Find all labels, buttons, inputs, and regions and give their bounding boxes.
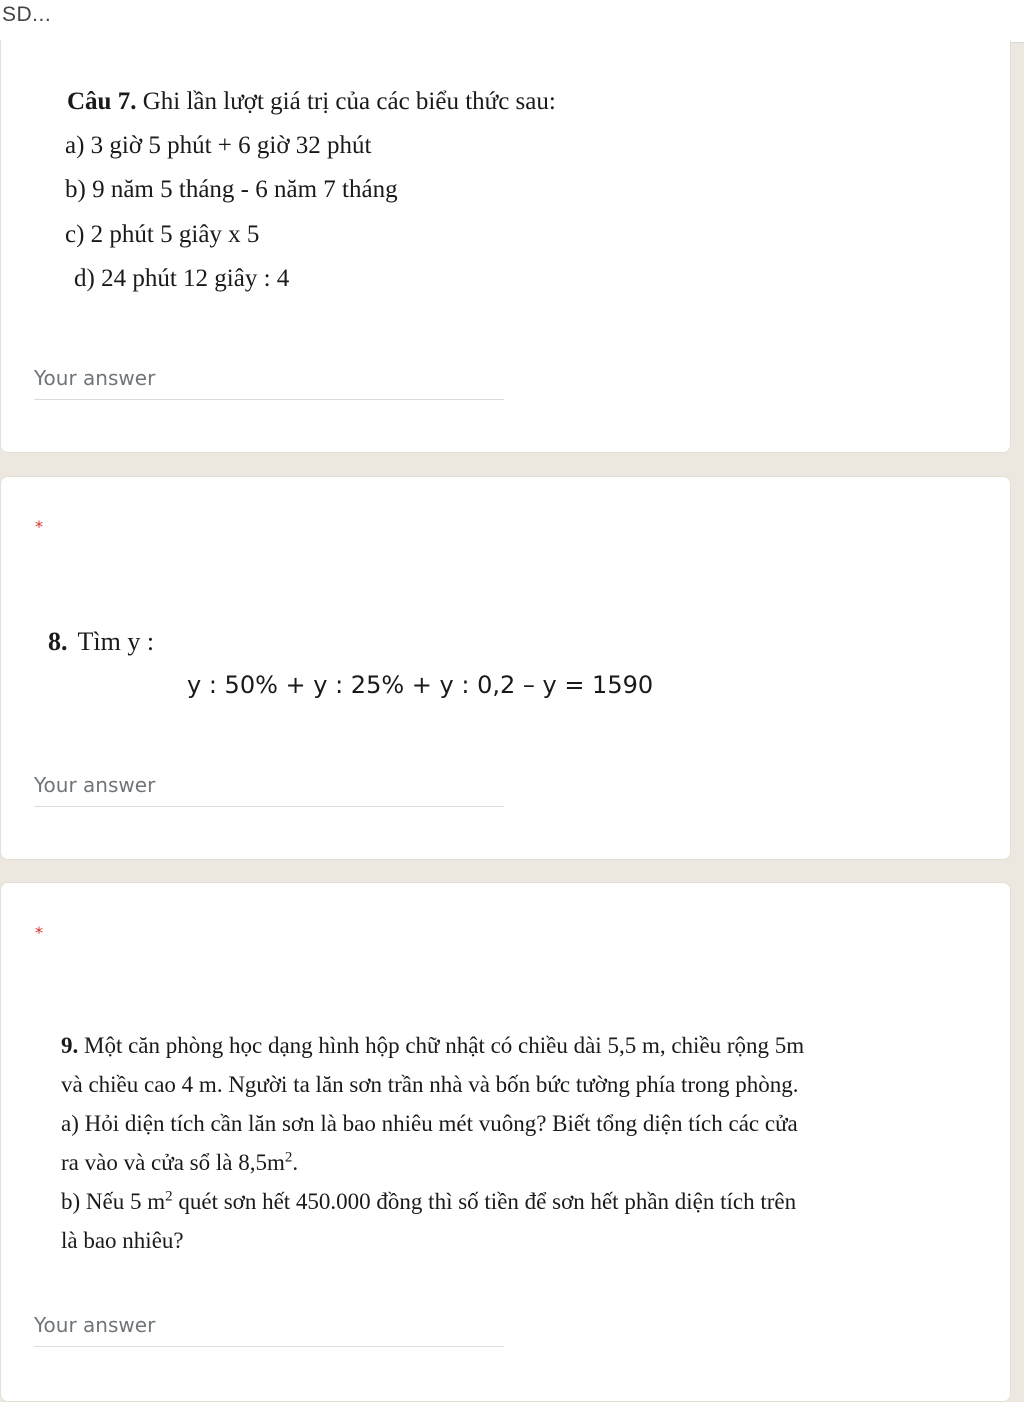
question-7-item-c: c) 2 phút 5 giây x 5 (65, 221, 260, 248)
question-8-equation: y : 50% + y : 25% + y : 0,2 – y = 1590 (187, 671, 654, 699)
required-mark: * (35, 517, 43, 536)
question-9-line-2: và chiều cao 4 m. Người ta lăn sơn trần nhà và bốn bức tường phía trong phòng. (61, 1072, 799, 1097)
answer-input-8[interactable]: Your answer (34, 773, 504, 807)
page-title: SD... (2, 3, 52, 26)
question-card-8 (0, 476, 1011, 860)
question-8-text: Tìm y : (77, 627, 155, 656)
question-9-line-6: là bao nhiêu? (61, 1228, 184, 1253)
question-9-text-4-end: . (292, 1150, 299, 1175)
question-9-line-5 (61, 1189, 796, 1215)
question-9-line-1 (61, 1033, 804, 1059)
question-8-title (48, 627, 154, 657)
question-9-text-5-end: quét sơn hết 450.000 đồng thì số tiền để sơn hết phần diện tích trên (172, 1189, 797, 1214)
question-card-9 (0, 882, 1011, 1402)
question-9-line-3: a) Hỏi diện tích cần lăn sơn là bao nhiêu mét vuông? Biết tổng diện tích các cửa (61, 1111, 798, 1136)
answer-input-7[interactable]: Your answer (34, 366, 504, 400)
superscript: 2 (165, 1188, 173, 1205)
superscript: 2 (284, 1149, 293, 1166)
question-9-number: 9. (61, 1033, 79, 1058)
question-8-number: 8. (48, 627, 68, 656)
question-7-text: Ghi lần lượt giá trị của các biểu thức sau: (136, 88, 556, 115)
question-7-title (67, 88, 556, 116)
question-card-7 (0, 40, 1011, 453)
question-7-item-a: a) 3 giờ 5 phút + 6 giờ 32 phút (65, 132, 372, 159)
top-bar (0, 0, 1024, 43)
question-9-text-1: Một căn phòng học dạng hình hộp chữ nhật có chiều dài 5,5 m, chiều rộng 5m (78, 1033, 805, 1058)
question-9-line-4 (61, 1150, 298, 1176)
question-7-number: Câu 7. (67, 88, 137, 115)
question-9-text-4: ra vào và cửa sổ là 8,5m (61, 1150, 285, 1175)
question-7-item-b: b) 9 năm 5 tháng - 6 năm 7 tháng (65, 176, 398, 203)
required-mark: * (35, 923, 43, 942)
question-7-item-d: d) 24 phút 12 giây : 4 (74, 265, 290, 292)
question-9-text-5: b) Nếu 5 m (61, 1189, 166, 1214)
answer-input-9[interactable]: Your answer (34, 1313, 504, 1347)
